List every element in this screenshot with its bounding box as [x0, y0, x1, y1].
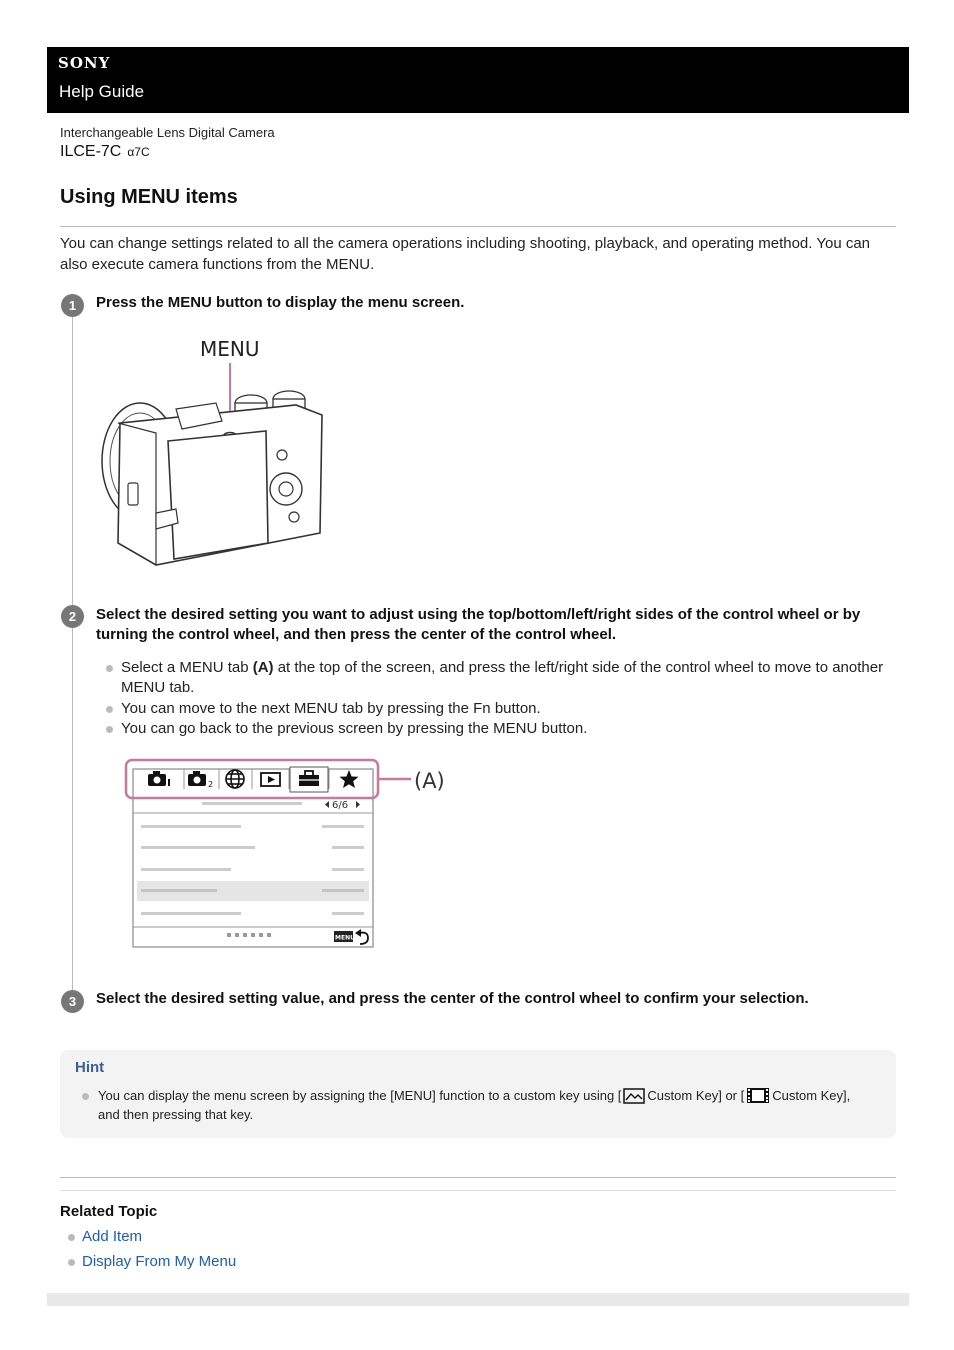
- related-link-display-from-my-menu[interactable]: Display From My Menu: [82, 1253, 237, 1270]
- sony-logo[interactable]: SONY: [58, 54, 111, 72]
- list-item: Select a MENU tab (A) at the top of the screen, and press the left/right side of the control wheel to move to another MENU tab.: [106, 658, 886, 698]
- step-2-number: 2: [61, 605, 84, 628]
- step-2-text: Select the desired setting you want to adjust using the top/bottom/left/right sides of the control wheel or by turning the control wheel, and then press the center of the control wheel.: [96, 606, 861, 643]
- svg-text:2: 2: [208, 780, 214, 789]
- related-topic-heading: Related Topic: [60, 1203, 158, 1220]
- list-item: You can move to the next MENU tab by pressing the Fn button.: [106, 699, 886, 719]
- step-3-number: 3: [61, 990, 84, 1013]
- intro-paragraph: You can change settings related to all the camera operations including shooting, playback, and operating method. You can also execute camera functions from the MENU.: [60, 235, 871, 273]
- site-header: [47, 47, 909, 113]
- title-divider: [60, 226, 896, 227]
- product-category: Interchangeable Lens Digital Camera: [60, 125, 275, 140]
- help-guide-title[interactable]: Help Guide: [59, 82, 145, 101]
- menu-page-indicator: 6/6: [332, 800, 349, 811]
- page-footer: [47, 1293, 909, 1306]
- model-number: ILCE-7C: [60, 143, 122, 160]
- hint-box: [60, 1050, 896, 1138]
- list-item: You can go back to the previous screen by pressing the MENU button.: [106, 719, 886, 739]
- section-divider-light: [60, 1190, 896, 1191]
- model-alias: α7C: [127, 145, 150, 159]
- step-3-text: Select the desired setting value, and press the center of the control wheel to confirm your selection.: [96, 990, 809, 1007]
- step-2-bullets: [106, 658, 886, 740]
- product-model: [60, 143, 150, 161]
- section-divider: [60, 1177, 896, 1178]
- link-bullet: [68, 1234, 75, 1241]
- menu-button-label: MENU: [200, 337, 260, 361]
- menu-key-label: MENU: [335, 934, 355, 942]
- film-icon: [746, 1087, 770, 1104]
- callout-a-label: (A): [414, 769, 445, 793]
- menu-screen-illustration: [124, 757, 454, 952]
- step-1-text: Press the MENU button to display the menu screen.: [96, 294, 465, 311]
- hint-title: Hint: [75, 1059, 105, 1076]
- hint-text: You can display the menu screen by assigning the [MENU] function to a custom key using [ Custom Key] or [ Custom Key], and then pressing that key.: [98, 1088, 851, 1122]
- step-1-number: 1: [61, 294, 84, 317]
- link-bullet: [68, 1259, 75, 1266]
- still-image-icon: [623, 1087, 645, 1104]
- camera-illustration: [96, 333, 336, 569]
- page-title: Using MENU items: [60, 186, 238, 208]
- related-link-add-item[interactable]: Add Item: [82, 1228, 143, 1245]
- hint-bullet: [82, 1093, 89, 1100]
- steps-connector-line: [72, 304, 73, 1000]
